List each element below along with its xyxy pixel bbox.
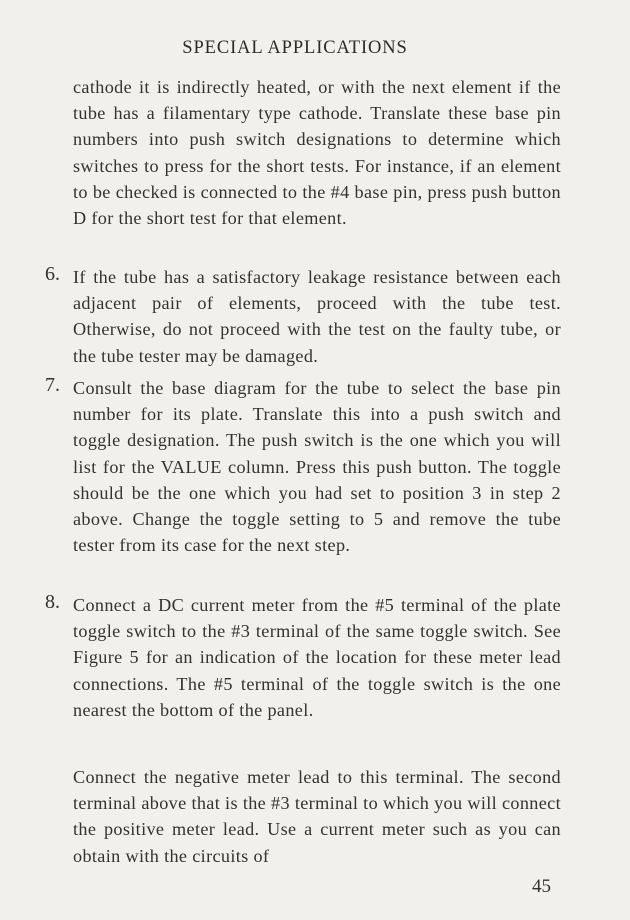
step-paragraph: If the tube has a satisfactory leakage resistance between each adjacent pair of elements, proceed with the tube test. Otherwise, do not proceed with the test on the faulty tube, or the tube tester may be damaged.	[73, 267, 561, 366]
running-head: SPECIAL APPLICATIONS	[182, 38, 408, 58]
step-number: 6.	[45, 263, 60, 285]
page-number: 45	[532, 876, 551, 897]
step-number: 8.	[45, 591, 60, 613]
continuation-paragraph: Connect the negative meter lead to this terminal. The second terminal above that is the #3 terminal to which you will connect the positive meter lead. Use a current meter such as you can obtain with the circuits of	[73, 767, 561, 866]
step-paragraph: Connect a DC current meter from the #5 terminal of the plate toggle switch to the #3 terminal of the same toggle switch. See Figure 5 for an indication of the location for these meter lead connections. The #5 terminal of the toggle switch is the one nearest the bottom of the panel.	[73, 595, 561, 720]
intro-paragraph: cathode it is indirectly heated, or with the next element if the tube has a filamentary type cathode. Translate these base pin numbers into push switch designations to determine which switches to press for the short tests. For instance, if an element to be checked is connected to the #4 base pin, press push button D for the short test for that element.	[73, 77, 561, 229]
step-number: 7.	[45, 374, 60, 396]
step-paragraph: Consult the base diagram for the tube to select the base pin number for its plate. Translate this into a push switch and toggle designation. The push switch is the one which you will list for the VALUE column. Press this push button. The toggle should be the one which you had set to position 3 in step 2 above. Change the toggle setting to 5 and remove the tube tester from its case for the next step.	[73, 378, 561, 556]
